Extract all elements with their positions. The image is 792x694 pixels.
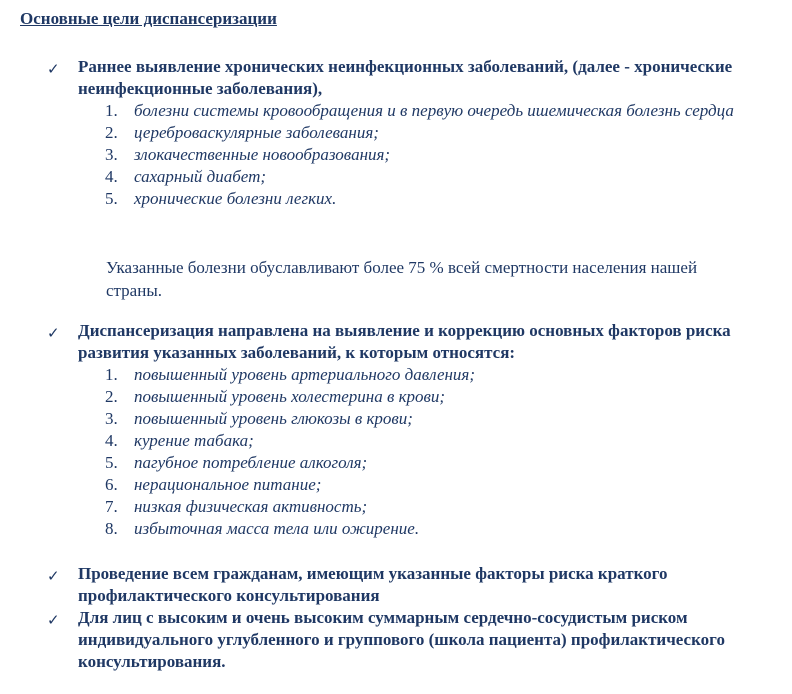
section-heading-brief-counseling: Проведение всем гражданам, имеющим указанные факторы риска краткого профилактического консультирования	[78, 564, 668, 605]
list-item: 3. повышенный уровень глюкозы в крови;	[105, 409, 413, 428]
list-item: 1. повышенный уровень артериального давления;	[105, 365, 475, 384]
check-icon: ✓	[47, 60, 60, 78]
list-item: 2. цереброваскулярные заболевания;	[105, 123, 379, 142]
check-icon: ✓	[47, 324, 60, 342]
check-icon: ✓	[47, 567, 60, 585]
section-heading-early-detection: Раннее выявление хронических неинфекционных заболеваний, (далее - хронические неинфекционные заболевания),	[78, 57, 733, 98]
check-icon: ✓	[47, 611, 60, 629]
disease-list	[78, 100, 778, 210]
list-item: 4. сахарный диабет;	[105, 167, 267, 186]
list-item: 8. избыточная масса тела или ожирение.	[105, 519, 420, 538]
list-item: 6. нерациональное питание;	[105, 475, 322, 494]
section-heading-risk-factors: Диспансеризация направлена на выявление и коррекцию основных факторов риска развития указанных заболеваний, к которым относятся:	[78, 321, 731, 362]
list-item: 1. болезни системы кровообращения и в первую очередь ишемическая болезнь сердца	[105, 101, 734, 120]
list-item: 4. курение табака;	[105, 431, 254, 450]
list-item: 5. пагубное потребление алкоголя;	[105, 453, 368, 472]
page-title: Основные цели диспансеризации	[20, 9, 277, 28]
list-item: 7. низкая физическая активность;	[105, 497, 368, 516]
list-item: 5. хронические болезни легких.	[105, 189, 337, 208]
mortality-note: Указанные болезни обуславливают более 75 % всей смертности населения нашей страны.	[106, 258, 698, 300]
section-heading-in-depth-counseling: Для лиц с высоким и очень высоким суммарным сердечно-сосудистым риском индивидуального углубленного и группового (школа пациента) профилактического консультирования.	[78, 608, 725, 671]
risk-factor-list	[78, 364, 778, 540]
list-item: 2. повышенный уровень холестерина в крови;	[105, 387, 446, 406]
list-item: 3. злокачественные новообразования;	[105, 145, 391, 164]
